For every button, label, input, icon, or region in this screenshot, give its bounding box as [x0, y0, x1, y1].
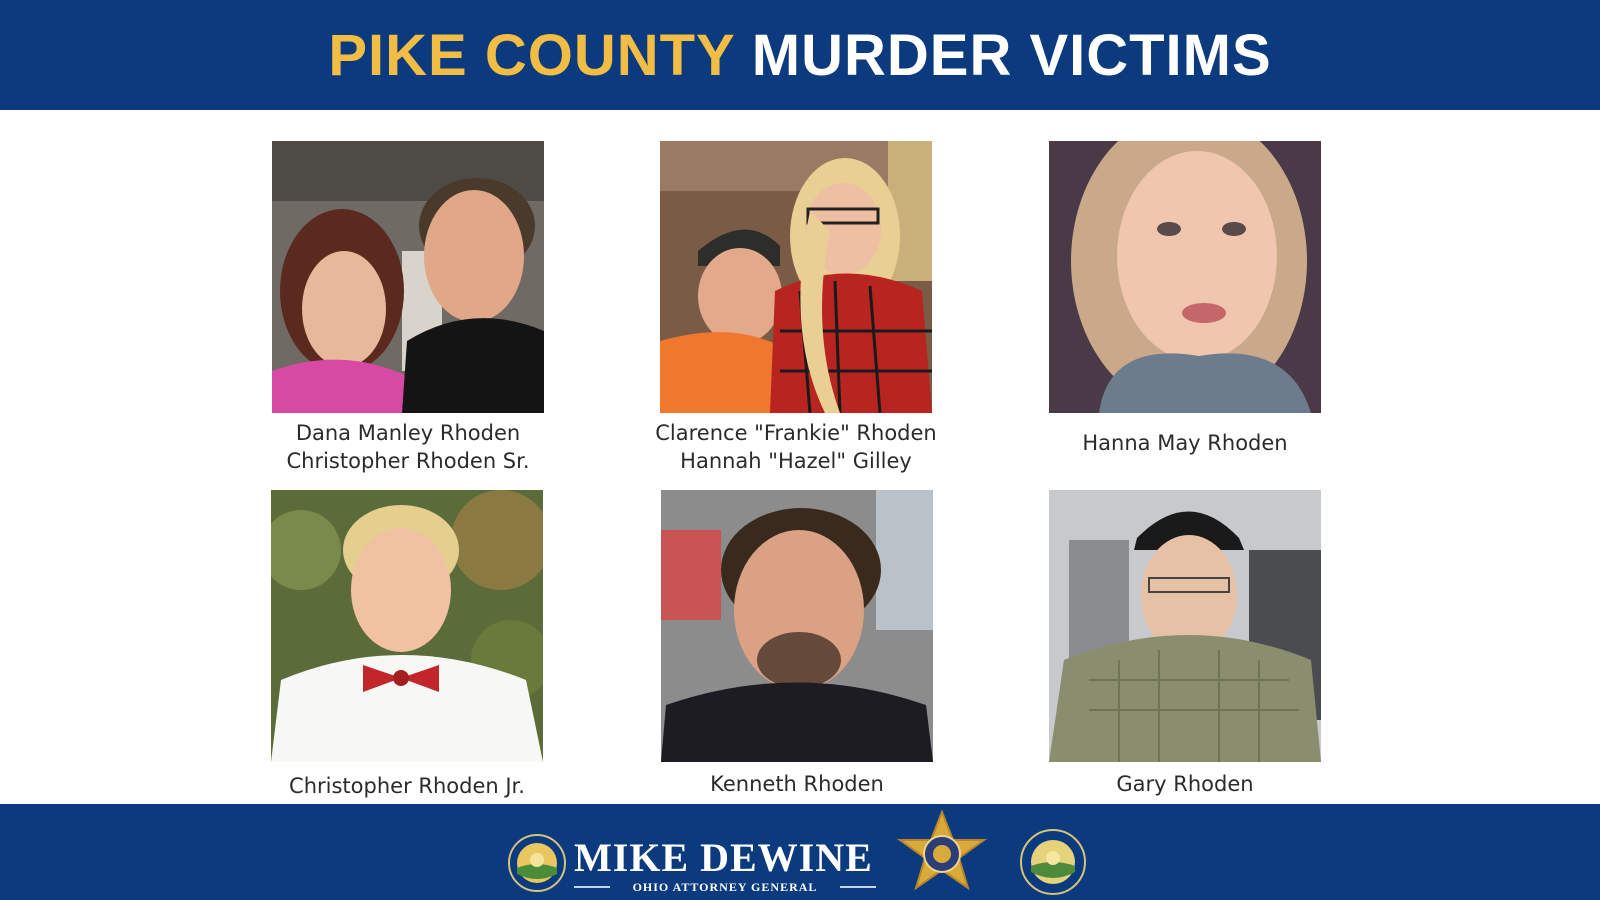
victim-photo — [271, 490, 543, 762]
victim-photo — [660, 141, 932, 413]
victim-caption — [611, 770, 983, 798]
victim-caption — [222, 419, 594, 475]
title-highlight: PIKE COUNTY — [328, 22, 735, 88]
victim-card — [1049, 490, 1321, 796]
victim-name: Gary Rhoden — [1116, 772, 1254, 796]
page-title — [328, 22, 1271, 89]
victim-caption — [999, 770, 1371, 798]
victim-name: Hanna May Rhoden — [1082, 431, 1288, 455]
victim-card — [661, 490, 933, 796]
header-banner — [0, 0, 1600, 110]
victim-name: Clarence "Frankie" Rhoden — [655, 421, 937, 445]
victim-card — [272, 141, 544, 473]
victim-name: Dana Manley Rhoden — [295, 421, 521, 445]
victim-card — [655, 141, 937, 473]
victim-card — [1049, 141, 1321, 455]
victim-caption — [610, 419, 982, 475]
victim-card — [271, 490, 543, 798]
victim-photo — [272, 141, 544, 413]
sheriff-star-badge-icon — [894, 810, 990, 898]
victim-photo — [1049, 490, 1321, 762]
victim-name: Christopher Rhoden Sr. — [286, 449, 530, 473]
attorney-general-seal-icon — [508, 834, 566, 892]
pike-county-seal-icon — [1018, 828, 1088, 896]
victim-caption — [999, 429, 1371, 457]
victim-photo — [661, 490, 933, 762]
footer-subtitle: OHIO ATTORNEY GENERAL — [632, 880, 818, 894]
footer-brand: MIKE DEWINE — [574, 835, 873, 880]
victim-name: Kenneth Rhoden — [710, 772, 884, 796]
victim-photo — [1049, 141, 1321, 413]
title-rest: MURDER VICTIMS — [751, 22, 1272, 88]
victim-name: Christopher Rhoden Jr. — [289, 774, 525, 798]
victim-name: Hannah "Hazel" Gilley — [680, 449, 912, 473]
victim-caption — [221, 772, 593, 800]
